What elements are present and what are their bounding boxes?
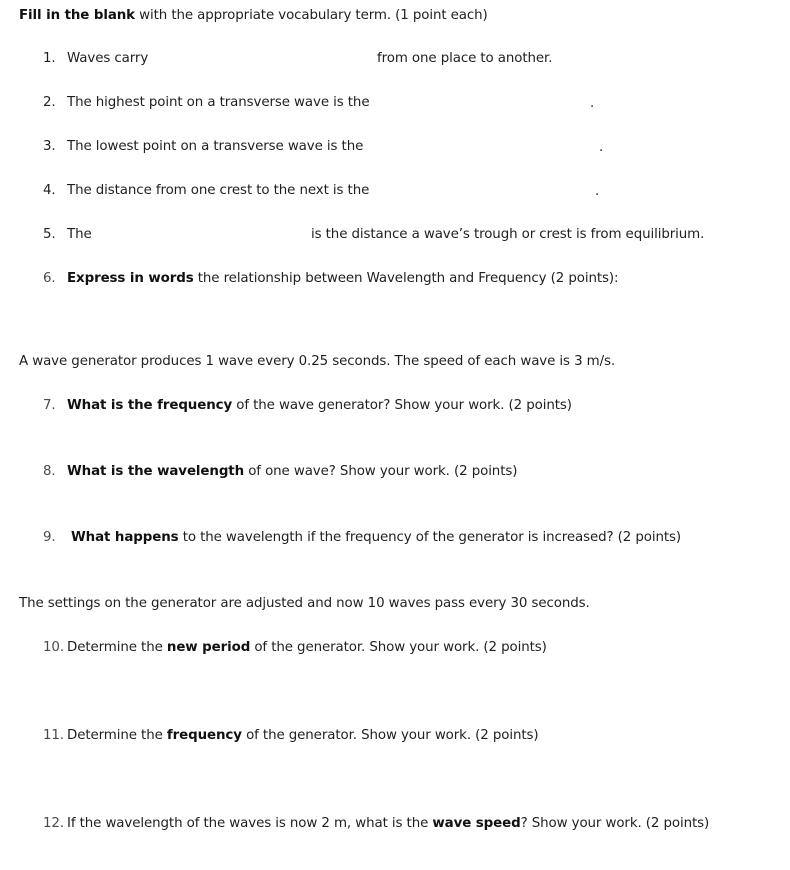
q10-text: [67, 640, 547, 656]
q8-text: [67, 464, 517, 480]
q4-period: .: [595, 184, 600, 199]
q7-rest: of the wave generator? Show your work. (2 points): [232, 398, 572, 413]
q8-rest: of one wave? Show your work. (2 points): [244, 464, 518, 479]
q9-bold: What happens: [71, 530, 179, 545]
q10-pre: Determine the: [67, 640, 167, 655]
q2-period: .: [590, 96, 595, 111]
question-number: 3.: [43, 139, 56, 154]
scenario2-intro: The settings on the generator are adjusted and now 10 waves pass every 30 seconds.: [19, 596, 590, 611]
q1-after-blank: from one place to another.: [377, 51, 553, 66]
q10-bold: new period: [166, 640, 251, 655]
q2-text: The highest point on a transverse wave is the: [67, 95, 370, 110]
q1-before-blank: Waves carry: [67, 51, 149, 66]
question-number: 4.: [43, 183, 56, 198]
q3-text: The lowest point on a transverse wave is the: [67, 139, 364, 154]
q6-rest: the relationship between Wavelength and Frequency (2 points):: [193, 271, 619, 286]
q12-text: [67, 816, 709, 832]
q3-period: .: [599, 140, 604, 155]
q11-bold: frequency: [166, 728, 242, 743]
q5-before-blank: The: [67, 227, 92, 242]
q11-rest: of the generator. Show your work. (2 points): [241, 728, 539, 743]
q11-pre: Determine the: [67, 728, 167, 743]
q7-text: [67, 398, 572, 414]
q10-rest: of the generator. Show your work. (2 points): [250, 640, 547, 655]
question-number: 12.: [43, 816, 64, 831]
scenario1-intro: A wave generator produces 1 wave every 0.25 seconds. The speed of each wave is 3 m/s.: [19, 354, 616, 369]
instructions-bold: Fill in the blank: [19, 8, 135, 23]
question-number: 7.: [43, 398, 56, 413]
q12-rest: ? Show your work. (2 points): [520, 816, 710, 831]
instructions-header: [19, 8, 488, 24]
q9-text: [71, 530, 681, 546]
question-number: 2.: [43, 95, 56, 110]
q12-bold: wave speed: [432, 816, 521, 831]
q9-rest: to the wavelength if the frequency of the generator is increased? (2 points): [178, 530, 682, 545]
q7-bold: What is the frequency: [67, 398, 233, 413]
question-number: 10.: [43, 640, 64, 655]
q11-text: [67, 728, 539, 744]
q6-bold: Express in words: [67, 271, 194, 286]
instructions-text: with the appropriate vocabulary term. (1 point each): [135, 8, 488, 23]
question-number: 6.: [43, 271, 56, 286]
question-number: 1.: [43, 51, 56, 66]
question-number: 9.: [43, 530, 56, 545]
q4-text: The distance from one crest to the next is the: [67, 183, 370, 198]
question-number: 8.: [43, 464, 56, 479]
q6-text: [67, 271, 618, 287]
q5-after-blank: is the distance a wave’s trough or crest is from equilibrium.: [311, 227, 705, 242]
question-number: 11.: [43, 728, 64, 743]
q8-bold: What is the wavelength: [67, 464, 245, 479]
question-number: 5.: [43, 227, 56, 242]
q12-pre: If the wavelength of the waves is now 2 m, what is the: [67, 816, 433, 831]
